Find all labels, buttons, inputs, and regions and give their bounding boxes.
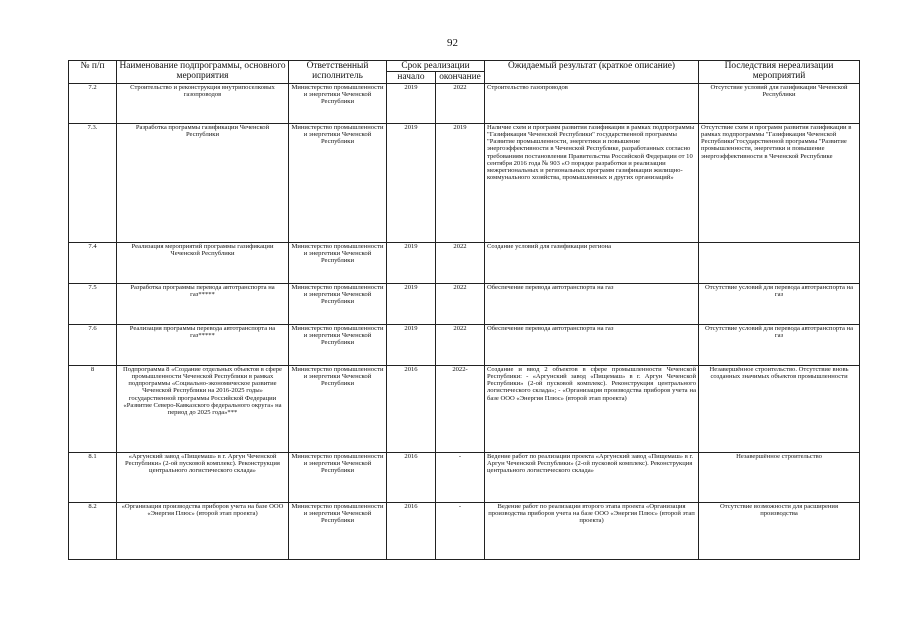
cell-num: 7.6 [69, 324, 117, 365]
cell-executor: Министерство промышленности и энергетики Чеченской Республики [289, 324, 387, 365]
header-term: Срок реализации [387, 61, 485, 72]
cell-end: 2022 [436, 283, 485, 324]
cell-result: Создание и ввод 2 объектов в сфере промышленности Чеченской Республики: - «Аргунский завод «Пищемаш» в г. Аргун Чеченской Республики» (2-ой пусковой комплекс). Реконструкция центрального логистического склада»; - «Организация производства приборов учета на базе ООО «Энергия Плюс» (второй этап проекта) [485, 365, 699, 452]
program-table [68, 60, 860, 560]
cell-executor: Министерство промышленности и энергетики Чеченской Республики [289, 83, 387, 123]
cell-consequences: Отсутствие схем и программ развития газификации в рамках подпрограммы "Газификация Чеченской Республики"государственной программы "Развитие промышленности, энергетики и повышение энергоэффективности в Чеченской Республике [699, 123, 860, 242]
header-result: Ожидаемый результат (краткое описание) [485, 61, 699, 84]
cell-start: 2016 [387, 452, 436, 502]
header-name: Наименование подпрограммы, основного мероприятия [117, 61, 289, 84]
header-start: начало [387, 72, 436, 83]
cell-consequences [699, 242, 860, 283]
table-row [69, 283, 860, 324]
table-row [69, 502, 860, 559]
cell-result: Обеспечение перевода автотранспорта на газ [485, 324, 699, 365]
cell-start: 2019 [387, 283, 436, 324]
cell-num: 7.4 [69, 242, 117, 283]
cell-consequences: Незавершённое строительство [699, 452, 860, 502]
cell-result: Ведение работ по реализации второго этапа проекта «Организация производства приборов учета на базе ООО «Энергия Плюс» (второй этап проекта) [485, 502, 699, 559]
cell-end: - [436, 502, 485, 559]
cell-consequences: Отсутствие условий для перевода автотранспорта на газ [699, 324, 860, 365]
cell-name: Разработка программы перевода автотранспорта на газ***** [117, 283, 289, 324]
header-num: № п/п [69, 61, 117, 84]
cell-end: 2022 [436, 242, 485, 283]
cell-consequences: Незавершённое строительство. Отсутствие вновь созданных значимых объектов промышленности [699, 365, 860, 452]
cell-start: 2019 [387, 242, 436, 283]
cell-executor: Министерство промышленности и энергетики Чеченской Республики [289, 242, 387, 283]
cell-start: 2019 [387, 324, 436, 365]
cell-executor: Министерство промышленности и энергетики Чеченской Республики [289, 365, 387, 452]
cell-executor: Министерство промышленности и энергетики Чеченской Республики [289, 452, 387, 502]
cell-consequences: Отсутствие условий для газификации Чеченской Республики [699, 83, 860, 123]
cell-name: Подпрограмма 8 «Создание отдельных объектов в сфере промышленности Чеченской Республики в рамках подпрограммы «Социально-экономическое развитие Чеченской Республики на 2016-2025 годы» государственной программы Российской Федерации «Развитие Северо-Кавказского федерального округа» на период до 2025 года»*** [117, 365, 289, 452]
cell-num: 8.2 [69, 502, 117, 559]
cell-start: 2019 [387, 83, 436, 123]
table-row [69, 365, 860, 452]
table-row [69, 452, 860, 502]
cell-end: 2019 [436, 123, 485, 242]
header-consequences: Последствия нереализации мероприятий [699, 61, 860, 84]
cell-consequences: Отсутствие возможности для расширения производства [699, 502, 860, 559]
cell-num: 8 [69, 365, 117, 452]
cell-start: 2016 [387, 365, 436, 452]
cell-num: 7.3. [69, 123, 117, 242]
cell-num: 8.1 [69, 452, 117, 502]
cell-result: Строительство газопроводов [485, 83, 699, 123]
cell-start: 2019 [387, 123, 436, 242]
table-row [69, 324, 860, 365]
cell-end: 2022 [436, 83, 485, 123]
cell-executor: Министерство промышленности и энергетики Чеченской Республики [289, 123, 387, 242]
cell-end: 2022- [436, 365, 485, 452]
cell-result: Ведение работ по реализации проекта «Аргунский завод «Пищемаш» в г. Аргун Чеченской Республики» (2-ой пусковой комплекс). Реконструкция центрального логистического склада» [485, 452, 699, 502]
table-row [69, 242, 860, 283]
cell-end: 2022 [436, 324, 485, 365]
cell-num: 7.5 [69, 283, 117, 324]
header-executor: Ответственный исполнитель [289, 61, 387, 84]
table-row [69, 123, 860, 242]
header-end: окончание [436, 72, 485, 83]
cell-name: «Организация производства приборов учета на базе ООО «Энергия Плюс» (второй этап проекта) [117, 502, 289, 559]
cell-name: Разработка программы газификации Чеченской Республики [117, 123, 289, 242]
page-number: 92 [447, 37, 458, 49]
cell-result: Наличие схем и программ развития газификации в рамках подпрограммы "Газификация Чеченской Республики" государственной программы "Развитие промышленности, энергетики и повышение энергоэффективности в Чеченской Республике, разработанных согласно требованиям постановления Правительства Российской Федерации от 10 сентября 2016 года № 903 «О порядке разработки и реализации межрегиональных и региональных программ газификации жилищно-коммунального хозяйства, промышленных и других организаций» [485, 123, 699, 242]
cell-executor: Министерство промышленности и энергетики Чеченской Республики [289, 502, 387, 559]
cell-num: 7.2 [69, 83, 117, 123]
cell-consequences: Отсутствие условий для перевода автотранспорта на газ [699, 283, 860, 324]
cell-name: Реализация мероприятий программы газификации Чеченской Республики [117, 242, 289, 283]
cell-name: Строительство и реконструкция внутрипоселковых газопроводов [117, 83, 289, 123]
cell-end: - [436, 452, 485, 502]
cell-result: Обеспечение перевода автотранспорта на газ [485, 283, 699, 324]
cell-name: «Аргунский завод «Пищемаш» в г. Аргун Чеченской Республики» (2-ой пусковой комплекс). Реконструкция центрального логистического склада» [117, 452, 289, 502]
table-row [69, 83, 860, 123]
cell-executor: Министерство промышленности и энергетики Чеченской Республики [289, 283, 387, 324]
cell-start: 2016 [387, 502, 436, 559]
cell-result: Создание условий для газификации региона [485, 242, 699, 283]
cell-name: Реализация программы перевода автотранспорта на газ***** [117, 324, 289, 365]
